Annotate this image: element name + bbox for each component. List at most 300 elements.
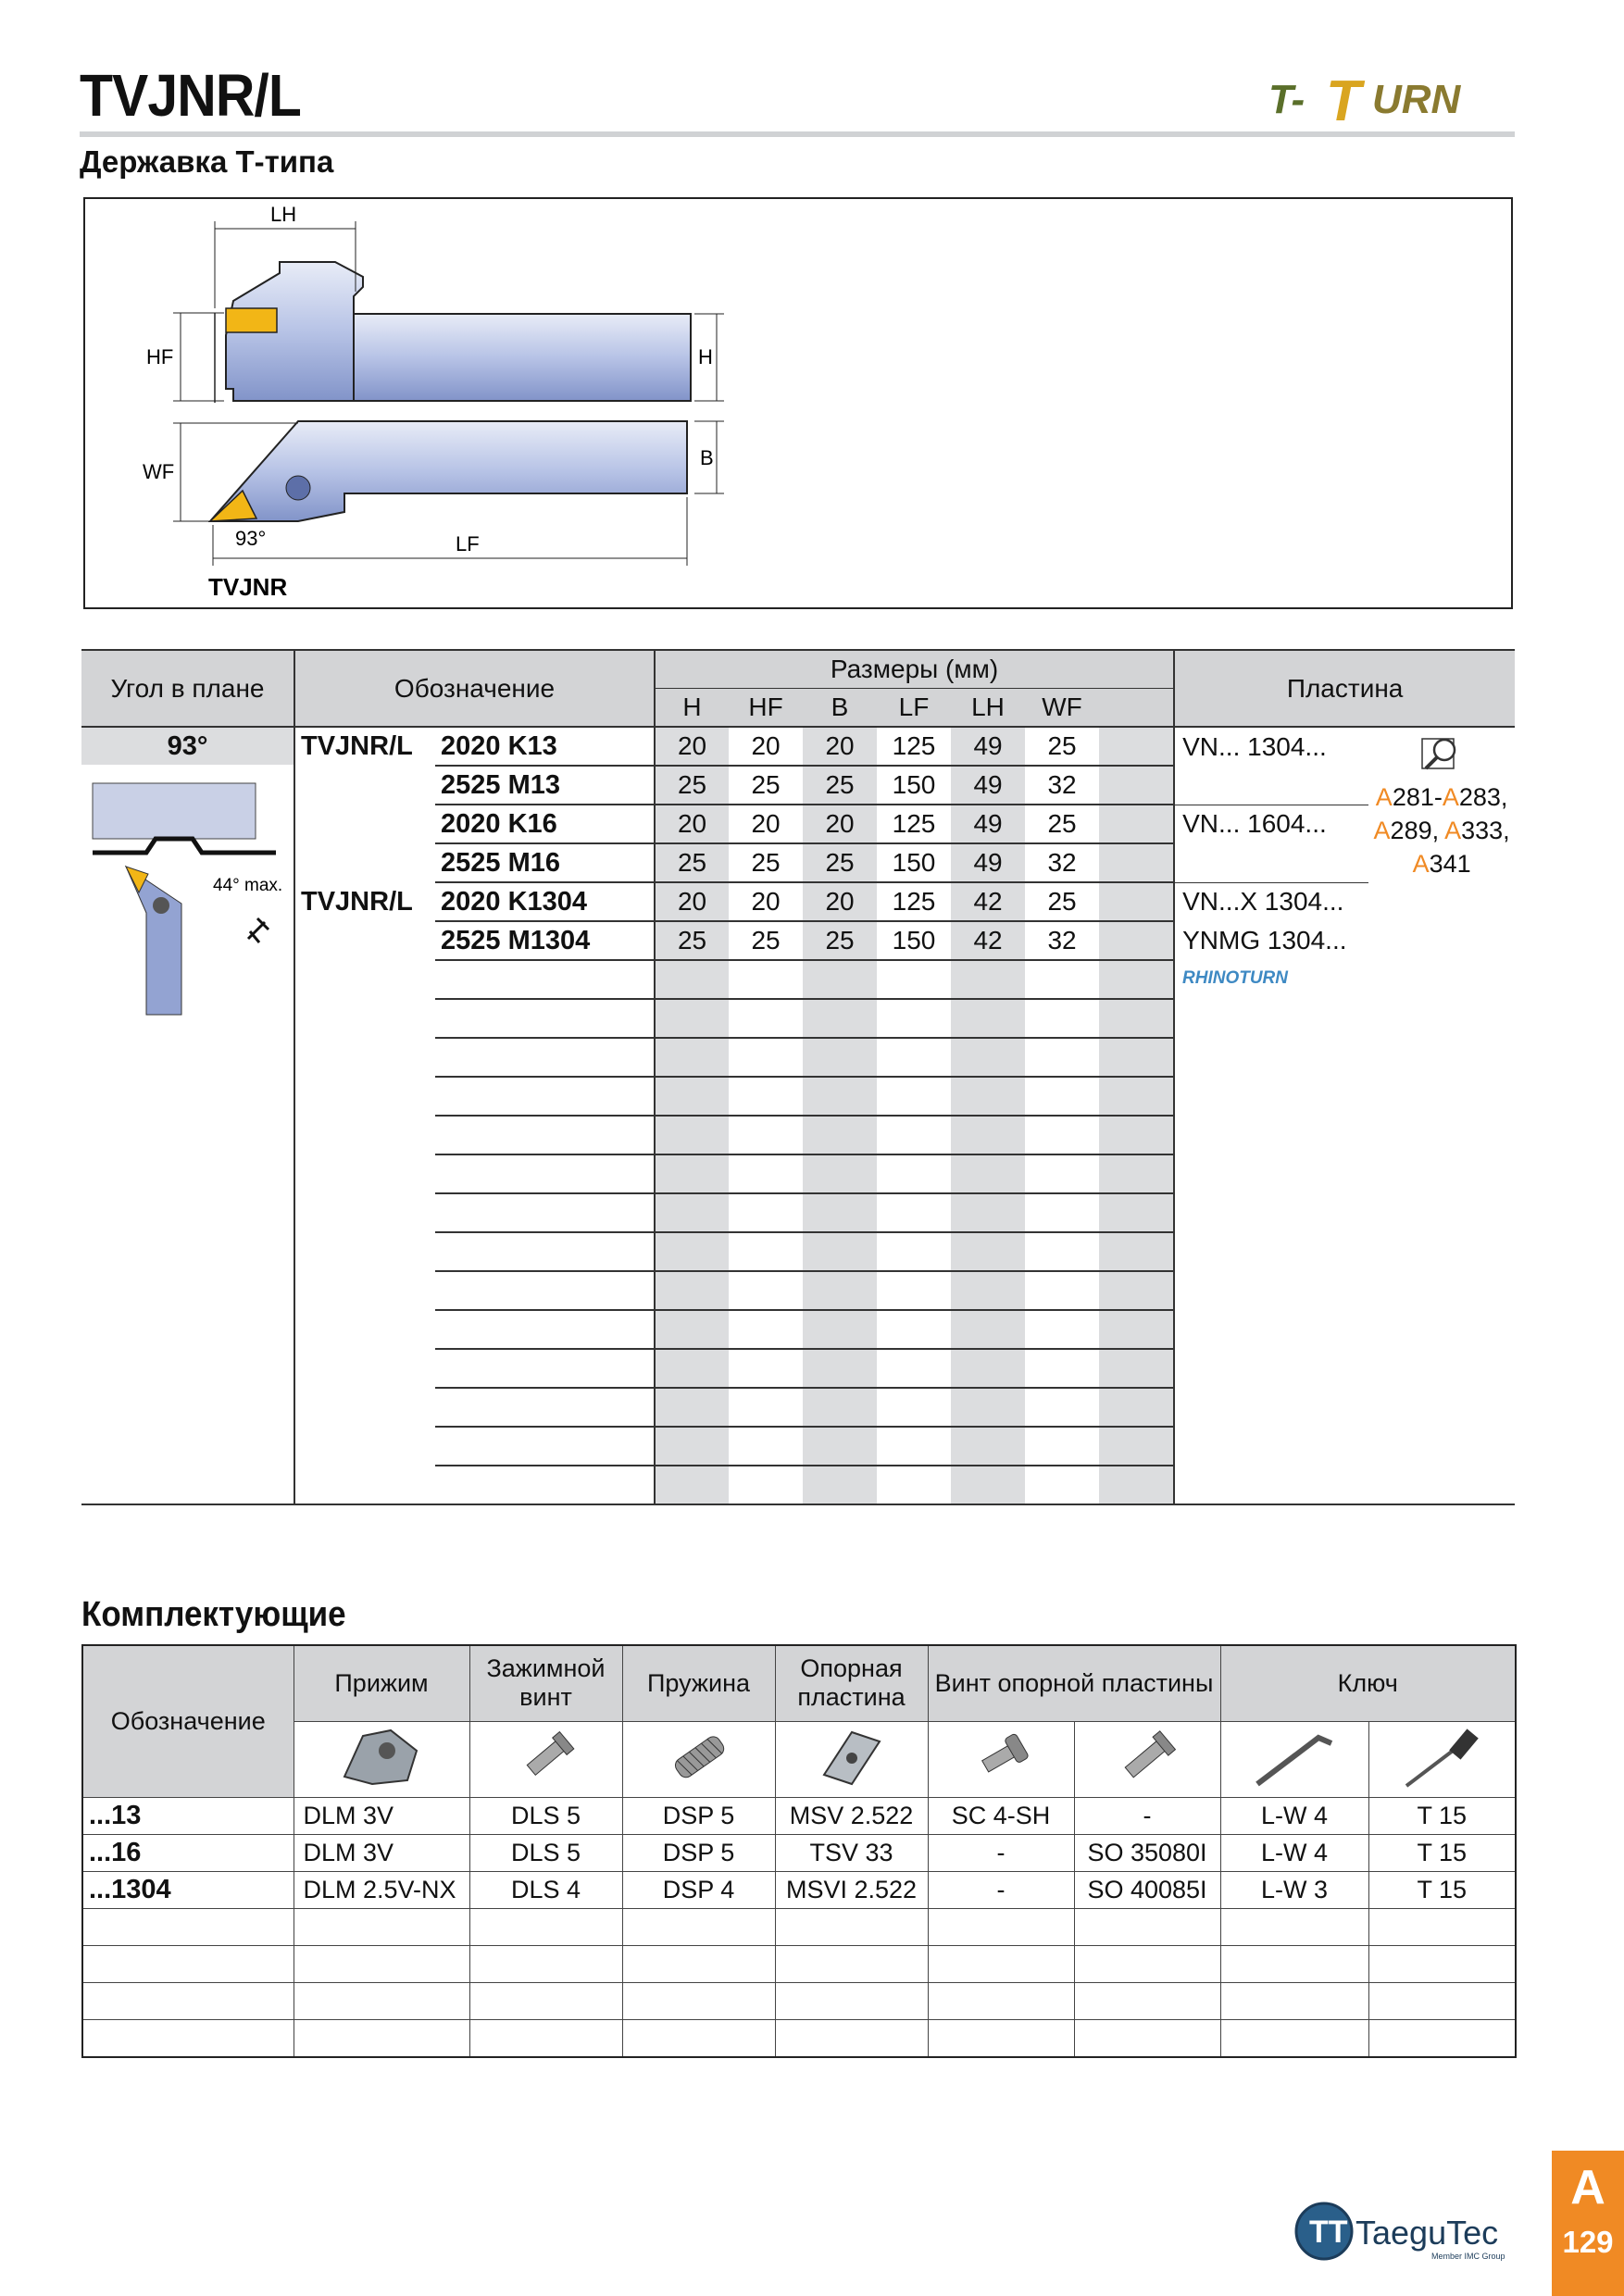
holder-group [294,1038,435,1077]
accessory-part: SO 40085I [1074,1871,1220,1908]
accessory-part: DLM 3V [294,1834,469,1871]
svg-text:URN: URN [1372,77,1461,122]
angle-cell [81,727,294,1504]
dim-hf [729,1077,803,1116]
dim-h [655,1466,729,1504]
dim-blank [1099,882,1174,921]
accessories-title: Комплектующие [81,1595,346,1634]
holder-group [294,1310,435,1349]
dim-wf [1025,1193,1099,1232]
dim-h-label: H [698,345,713,368]
accessory-part [469,2019,622,2057]
holder-group [294,805,435,843]
acc-col-screw: Зажимной винт [469,1645,622,1721]
insert-cell: VN...X 1304... [1182,887,1344,917]
catalog-ref-part: 283, [1458,783,1508,811]
dim-b-label: B [700,446,714,469]
accessory-designation [82,1908,294,1945]
dim-wf [1025,1388,1099,1427]
accessory-part: T 15 [1368,1797,1516,1834]
inset-angle-label: 44° max. [213,876,283,895]
dim-hf [729,1271,803,1310]
col-angle: Угол в плане [81,650,294,727]
insert-cell [1174,1466,1368,1504]
accessory-part [1368,1908,1516,1945]
dim-blank [1099,766,1174,805]
holder-code: 2525 M16 [435,843,655,882]
accessory-row [82,1834,1516,1871]
dim-hf: 20 [729,727,803,766]
dim-wf: 25 [1025,727,1099,766]
dim-lf: 150 [877,843,951,882]
dim-lf [877,1193,951,1232]
holder-group [294,960,435,999]
holder-row [81,1116,1515,1154]
col-insert: Пластина [1174,650,1515,727]
dim-hf [729,1038,803,1077]
dim-lh: 42 [951,921,1025,960]
dim-lh [951,1271,1025,1310]
insert-cell [1174,1349,1368,1388]
angle-label: 93° [235,527,267,550]
insert-cell [1174,1427,1368,1466]
holder-row [81,727,1515,766]
col-b: B [803,689,877,728]
spring-icon [622,1721,775,1797]
dim-hf [729,1193,803,1232]
catalog-ref-line [1368,847,1515,880]
accessory-part: L-W 3 [1220,1871,1368,1908]
dim-lf [877,1038,951,1077]
dim-b [803,1232,877,1271]
accessory-part [928,1945,1074,1982]
holder-row [81,1077,1515,1116]
holder-code: 2525 M13 [435,766,655,805]
dim-hf: 25 [729,921,803,960]
col-blank [1099,689,1174,728]
dim-lf [877,1388,951,1427]
dim-hf: 25 [729,843,803,882]
insert-cell [1174,1310,1368,1349]
accessory-part: DLM 3V [294,1797,469,1834]
catalog-ref-part: A [1375,783,1393,811]
dim-blank [1099,1349,1174,1388]
dim-b [803,1154,877,1193]
dim-h [655,1116,729,1154]
dim-b: 20 [803,727,877,766]
accessory-designation [82,1945,294,1982]
holder-row [81,843,1515,882]
dim-blank [1099,843,1174,882]
dim-lh [951,1310,1025,1349]
accessory-part [622,1908,775,1945]
dim-lh [951,1427,1025,1466]
dim-wf [1025,1466,1099,1504]
holder-group [294,1466,435,1504]
accessory-row [82,1908,1516,1945]
accessory-part: DLS 5 [469,1834,622,1871]
accessory-part: DSP 5 [622,1797,775,1834]
accessory-part [1368,2019,1516,2057]
accessory-part [1074,1982,1220,2019]
dim-b [803,1427,877,1466]
catalog-ref-part: A [1442,783,1459,811]
col-designation: Обозначение [294,650,655,727]
holder-row [81,921,1515,960]
accessory-part [294,1982,469,2019]
dim-b [803,1116,877,1154]
dim-b [803,1077,877,1116]
accessory-part [928,1982,1074,2019]
dim-b [803,999,877,1038]
dim-b: 20 [803,805,877,843]
acc-col-key: Ключ [1220,1645,1516,1721]
dim-wf: 32 [1025,843,1099,882]
accessory-part: - [928,1871,1074,1908]
insert-cell: VN... 1604... [1182,809,1327,839]
dim-h: 20 [655,727,729,766]
accessory-part [294,2019,469,2057]
dim-lf-label: LF [456,532,480,555]
col-hf: HF [729,689,803,728]
dim-lf [877,1310,951,1349]
dim-blank [1099,727,1174,766]
dim-blank [1099,1427,1174,1466]
accessory-part: MSV 2.522 [775,1797,928,1834]
dim-h: 20 [655,882,729,921]
dim-lf [877,1349,951,1388]
dim-b [803,1193,877,1232]
accessory-part: - [928,1834,1074,1871]
dim-lf [877,1232,951,1271]
dim-blank [1099,999,1174,1038]
dim-wf [1025,1232,1099,1271]
dim-lh [951,1388,1025,1427]
accessory-part [469,1945,622,1982]
accessory-row [82,1945,1516,1982]
holder-code [435,1388,655,1427]
accessory-part: T 15 [1368,1834,1516,1871]
insert-cell [1174,1271,1368,1310]
dim-lf [877,1427,951,1466]
insert-cell [1174,1116,1368,1154]
holder-group [294,1116,435,1154]
dim-lh [951,1116,1025,1154]
acc-col-shim: Опорная пластина [775,1645,928,1721]
company-name: TaeguTec [1355,2214,1499,2252]
accessory-part [1220,2019,1368,2057]
holder-group: TVJNR/L [301,886,413,917]
tool-drawing [83,197,1513,609]
holder-code [435,1232,655,1271]
accessory-part: DSP 5 [622,1834,775,1871]
dim-lf: 150 [877,921,951,960]
accessory-part [294,1945,469,1982]
angle-value: 93° [81,728,294,765]
dim-hf [729,1349,803,1388]
holder-code: 2020 K16 [435,805,655,843]
holder-row [81,766,1515,805]
dim-wf [1025,1154,1099,1193]
holder-code [435,1116,655,1154]
dim-wf-label: WF [143,460,175,483]
acc-col-designation: Обозначение [82,1645,294,1797]
dim-lh [951,1349,1025,1388]
dim-lh [951,960,1025,999]
insert-cell [1174,1193,1368,1232]
dim-lh: 49 [951,766,1025,805]
dim-h [655,1388,729,1427]
dim-lh [951,1077,1025,1116]
holder-code [435,1154,655,1193]
insert-cell [1174,843,1368,882]
dim-lh: 49 [951,805,1025,843]
dim-b: 20 [803,882,877,921]
dim-wf [1025,1038,1099,1077]
dim-lh [951,999,1025,1038]
holder-group [294,843,435,882]
accessory-part: DLS 5 [469,1797,622,1834]
accessory-designation: ...1304 [82,1871,294,1908]
dim-h: 25 [655,766,729,805]
accessory-part [775,1945,928,1982]
shim-screw-alt-icon [1074,1721,1220,1797]
dim-hf [729,999,803,1038]
dim-lf [877,1154,951,1193]
insert-cell: YNMG 1304... [1182,926,1347,955]
company-sub: Member IMC Group [1431,2252,1505,2261]
dim-blank [1099,805,1174,843]
accessory-part [622,1982,775,2019]
insert-cell [1174,766,1368,805]
holder-code [435,1349,655,1388]
svg-text:TT: TT [1309,2215,1348,2250]
dim-blank [1099,1193,1174,1232]
accessory-row [82,2019,1516,2057]
catalog-ref-part: A [1373,817,1391,844]
dim-lh: 42 [951,882,1025,921]
dim-wf [1025,1349,1099,1388]
accessory-part [928,1908,1074,1945]
accessory-row [82,1982,1516,2019]
col-wf: WF [1025,689,1099,728]
holder-group [294,999,435,1038]
accessory-part [928,2019,1074,2057]
holder-code [435,1038,655,1077]
accessories-table [81,1644,1517,2058]
holder-group [294,1427,435,1466]
dim-hf: 20 [729,882,803,921]
accessory-part [1368,1945,1516,1982]
clamp-icon [294,1721,469,1797]
accessory-row [82,1871,1516,1908]
dim-lh [951,1232,1025,1271]
catalog-ref-cell [1368,727,1515,1504]
torx-key-icon [1368,1721,1516,1797]
holder-row [81,1466,1515,1504]
accessory-part [1368,1982,1516,2019]
holder-row [81,1427,1515,1466]
accessory-part [1074,1945,1220,1982]
holder-code [435,1427,655,1466]
insert-cell [1174,1038,1368,1077]
dim-h [655,1193,729,1232]
rhino-turn-logo [1182,963,1349,991]
magnifier-icon [1418,733,1465,774]
accessory-part [775,1908,928,1945]
dim-hf: 20 [729,805,803,843]
dim-b: 25 [803,921,877,960]
dim-blank [1099,1310,1174,1349]
rhino-turn-text: RHINOTURN [1182,967,1289,988]
dim-hf [729,1310,803,1349]
acc-col-spring: Пружина [622,1645,775,1721]
catalog-ref-part: 341 [1429,850,1471,878]
holder-code [435,1077,655,1116]
holder-row [81,1038,1515,1077]
dim-blank [1099,960,1174,999]
dim-b [803,1310,877,1349]
dim-h [655,1077,729,1116]
holder-group [294,921,435,960]
insert-cell [1174,960,1368,999]
holder-row [81,882,1515,921]
dim-wf [1025,1427,1099,1466]
dim-b [803,1388,877,1427]
dim-h [655,960,729,999]
acc-col-shim-screw: Винт опорной пластины [928,1645,1220,1721]
dim-blank [1099,1466,1174,1504]
dim-b [803,1038,877,1077]
accessory-part: L-W 4 [1220,1797,1368,1834]
holder-code [435,960,655,999]
accessory-part [1220,1908,1368,1945]
section-letter: A [1570,2161,1605,2215]
dim-b [803,1271,877,1310]
dim-lf [877,1077,951,1116]
accessory-part: DLM 2.5V-NX [294,1871,469,1908]
accessory-part [622,1945,775,1982]
col-dimensions: Размеры (мм) [655,650,1174,689]
accessory-part: DSP 4 [622,1871,775,1908]
holder-group [294,1193,435,1232]
dim-hf [729,1427,803,1466]
dim-wf [1025,1310,1099,1349]
dim-h [655,1271,729,1310]
top-view [143,421,724,601]
dim-b [803,960,877,999]
dim-blank [1099,1271,1174,1310]
insert-cell: VN... 1304... [1182,731,1327,761]
acc-col-clamp: Прижим [294,1645,469,1721]
shim-screw-icon [928,1721,1074,1797]
catalog-ref-part: 333, [1461,817,1510,844]
drawing-caption: TVJNR [208,573,288,601]
dim-h [655,1232,729,1271]
accessory-designation [82,1982,294,2019]
dim-lf: 125 [877,727,951,766]
holder-group [294,766,435,805]
accessory-part [775,2019,928,2057]
dim-hf [729,1466,803,1504]
dim-h [655,1038,729,1077]
dim-lh [951,1193,1025,1232]
side-view [146,203,772,403]
accessory-part: SO 35080I [1074,1834,1220,1871]
accessory-part [1220,1982,1368,2019]
dim-hf [729,1232,803,1271]
col-lf: LF [877,689,951,728]
catalog-ref-part: A [1412,850,1430,878]
angle-inset-drawing [81,765,294,1042]
dim-blank [1099,921,1174,960]
holder-code [435,1271,655,1310]
holder-row [81,1388,1515,1427]
dim-b: 25 [803,843,877,882]
accessory-part [294,1908,469,1945]
dim-h [655,999,729,1038]
holder-group: TVJNR/L [301,731,413,761]
holder-code: 2525 M1304 [435,921,655,960]
holder-row [81,1349,1515,1388]
dim-hf [729,1116,803,1154]
accessory-part: TSV 33 [775,1834,928,1871]
dim-blank [1099,1038,1174,1077]
dim-wf [1025,960,1099,999]
holder-row [81,1193,1515,1232]
accessory-part: SC 4-SH [928,1797,1074,1834]
screw-icon [469,1721,622,1797]
holder-row [81,805,1515,843]
dim-b [803,1349,877,1388]
dim-wf: 32 [1025,766,1099,805]
holder-row [81,1310,1515,1349]
dim-h [655,1154,729,1193]
accessory-part [469,1908,622,1945]
holder-group [294,1232,435,1271]
dim-lh [951,1466,1025,1504]
accessory-designation: ...16 [82,1834,294,1871]
catalog-ref-part: 289, [1390,817,1445,844]
holder-group [294,1154,435,1193]
holder-group [294,1349,435,1388]
dim-blank [1099,1388,1174,1427]
svg-text:T: T [1326,72,1361,126]
holder-row [81,999,1515,1038]
holder-row [81,1232,1515,1271]
dim-lf [877,1116,951,1154]
accessory-part [622,2019,775,2057]
col-lh: LH [951,689,1025,728]
accessory-part [775,1982,928,2019]
dim-b [803,1466,877,1504]
dim-hf [729,1388,803,1427]
holder-code: 2020 K13 [435,727,655,766]
holder-code [435,1466,655,1504]
dim-blank [1099,1154,1174,1193]
accessory-part: L-W 4 [1220,1834,1368,1871]
catalog-ref-part: A [1444,817,1462,844]
page-subtitle: Державка Т-типа [80,144,334,179]
taegutec-logo [1293,2190,1524,2265]
hex-key-icon [1220,1721,1368,1797]
dim-lh-label: LH [270,203,297,226]
dim-wf [1025,1077,1099,1116]
holder-row [81,1271,1515,1310]
accessory-part [469,1982,622,2019]
dim-wf: 25 [1025,805,1099,843]
dim-hf [729,1154,803,1193]
